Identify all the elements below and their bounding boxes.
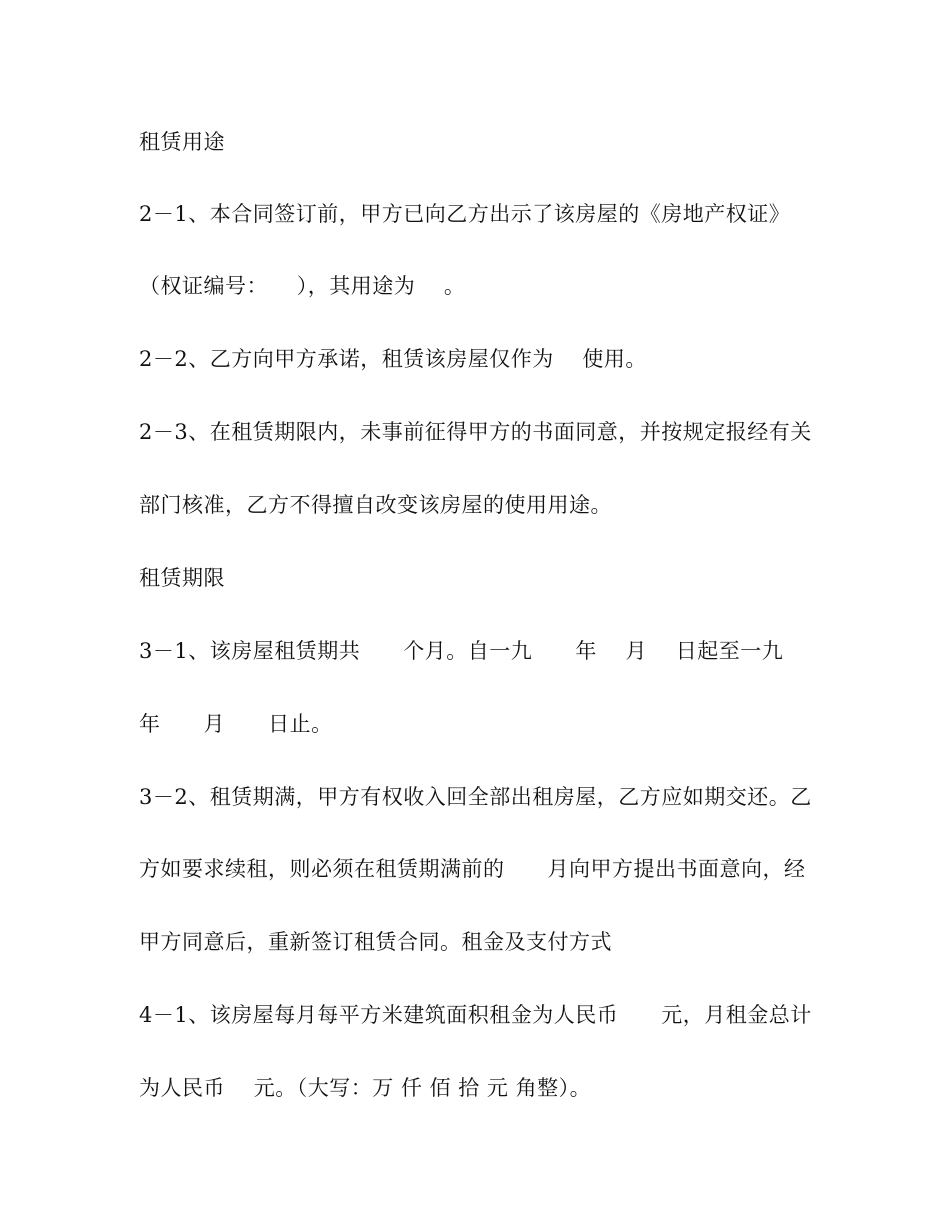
clause-3-1-line-1: 3－1、该房屋租赁期共 个月。自一九 年 月 日起至一九 [139,639,784,663]
clause-4-1-line-1: 4－1、该房屋每月每平方米建筑面积租金为人民币 元，月租金总计 [139,1003,812,1027]
section-heading-lease-term: 租赁期限 [139,566,225,590]
clause-3-1-line-2: 年 月 日止。 [139,712,333,736]
clause-2-3-line-1: 2－3、在租赁期限内，未事前征得甲方的书面同意，并按规定报经有关 [139,420,812,444]
clause-3-2-line-2: 方如要求续租，则必须在租赁期满前的 月向甲方提出书面意向，经 [139,857,806,881]
clause-2-2: 2－2、乙方向甲方承诺，租赁该房屋仅作为 使用。 [139,347,647,371]
clause-4-1-line-2: 为人民币 元。（大写：万 仟 佰 拾 元 角整）。 [139,1076,592,1100]
clause-2-3-line-2: 部门核准，乙方不得擅自改变该房屋的使用用途。 [139,493,612,517]
clause-2-1-line-2: （权证编号： ），其用途为 。 [139,274,466,298]
clause-2-1-line-1: 2－1、本合同签订前，甲方已向乙方出示了该房屋的《房地产权证》 [139,202,791,226]
clause-3-2-line-3: 甲方同意后，重新签订租赁合同。租金及支付方式 [139,930,612,954]
clause-3-2-line-1: 3－2、租赁期满，甲方有权收入回全部出租房屋，乙方应如期交还。乙 [139,785,812,809]
section-heading-lease-purpose: 租赁用途 [139,130,225,154]
